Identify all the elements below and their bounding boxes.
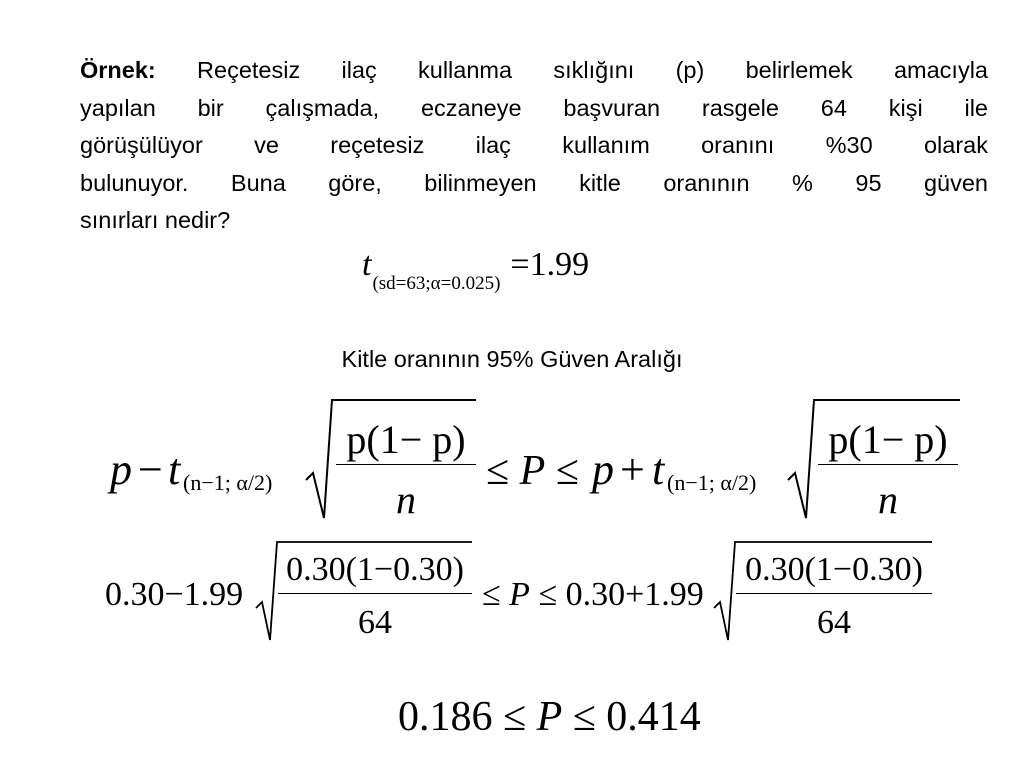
problem-paragraph <box>80 52 988 240</box>
formula-inequality: ≤ P ≤ <box>486 448 579 494</box>
problem-line-3: görüşülüyor ve reçetesiz ilaç kullanım oranını %30 olarak <box>80 132 988 158</box>
numeric-fraction-bar-right <box>736 593 932 594</box>
t-subscript: (sd=63;α=0.025) <box>372 273 501 294</box>
problem-line-4: bulunuyor. Buna göre, bilinmeyen kitle oranının % 95 güven <box>80 169 988 196</box>
t-value: =1.99 <box>510 246 590 283</box>
numeric-numerator-left: 0.30(1−0.30) <box>286 551 464 588</box>
result-upper: 0.414 <box>606 694 701 740</box>
numeric-denominator-left: 64 <box>358 604 392 641</box>
result-relation: ≤ P ≤ <box>503 694 596 740</box>
problem-line-2: yapılan bir çalışmada, eczaneye başvuran rasgele 64 kişi ile <box>80 94 988 121</box>
formula-denominator-right: n <box>878 477 898 522</box>
numeric-numerator-right: 0.30(1−0.30) <box>745 551 923 588</box>
radical-sign-numeric-right <box>712 540 934 644</box>
t-critical-value <box>362 246 590 294</box>
numeric-denominator-right: 64 <box>817 604 851 641</box>
fraction-bar-right <box>818 464 958 465</box>
numeric-middle: ≤ P ≤ 0.30+1.99 <box>482 576 704 613</box>
interval-heading: Kitle oranının 95% Güven Aralığı <box>341 346 683 372</box>
formula-p-right: p <box>592 445 614 494</box>
formula-t-subscript-left: (n−1; α/2) <box>183 470 273 495</box>
final-result <box>398 696 701 738</box>
formula-t-left: t <box>168 445 181 494</box>
formula-t-subscript-right: (n−1; α/2) <box>667 470 757 495</box>
radical-sign-numeric-left <box>254 540 474 644</box>
formula-numerator-left: p(1− p) <box>346 417 466 462</box>
numeric-left-prefix: 0.30−1.99 <box>105 576 244 613</box>
problem-line-5: sınırları nedir? <box>80 207 231 233</box>
result-lower: 0.186 <box>398 694 493 740</box>
fraction-bar-left <box>336 464 476 465</box>
formula-numerator-right: p(1− p) <box>828 417 948 462</box>
formula-t-right: t <box>652 445 665 494</box>
radical-sign-left <box>304 398 478 524</box>
formula-minus: − <box>138 445 163 494</box>
problem-line-1: Örnek: Reçetesiz ilaç kullanma sıklığını (p) belirlemek amacıyla <box>80 57 988 83</box>
formula-p-left: p <box>110 445 132 494</box>
example-label: Örnek: <box>80 57 156 83</box>
formula-denominator-left: n <box>396 477 416 522</box>
t-symbol: t <box>362 246 372 283</box>
radical-sign-right <box>786 398 962 524</box>
formula-plus: + <box>620 445 645 494</box>
numeric-fraction-bar-left <box>278 593 472 594</box>
